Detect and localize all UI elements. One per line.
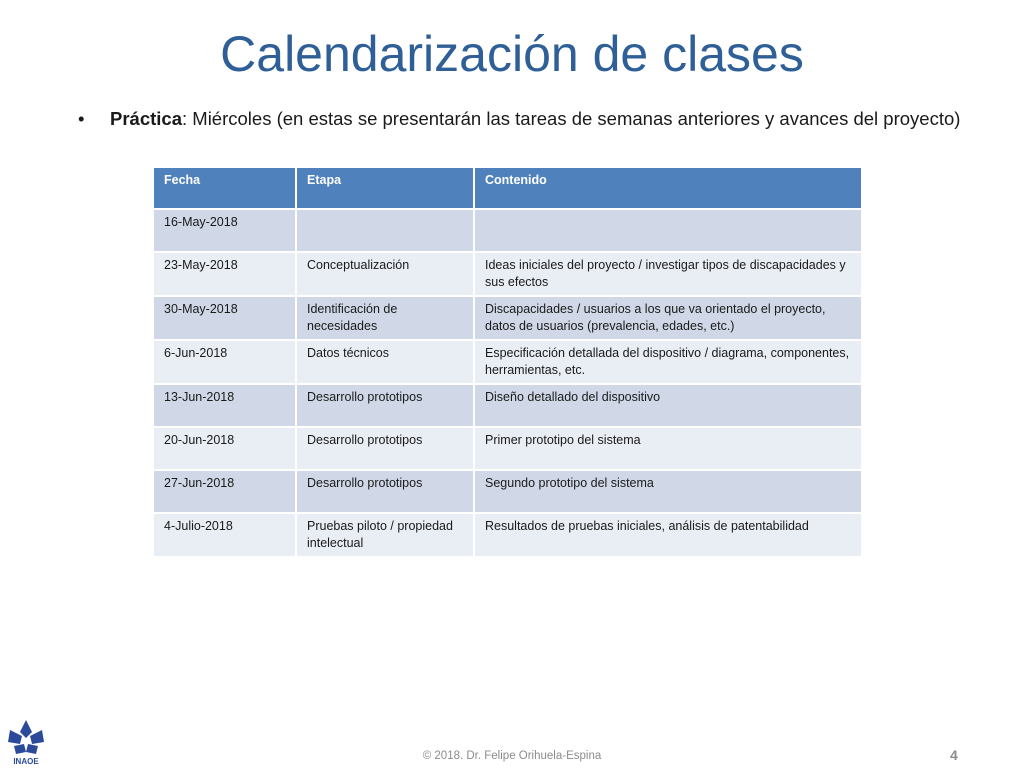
cell-contenido: Primer prototipo del sistema [474, 427, 862, 470]
cell-fecha: 6-Jun-2018 [153, 340, 296, 384]
cell-etapa: Desarrollo prototipos [296, 470, 474, 513]
bullet-body: : Miércoles (en estas se presentarán las tareas de semanas anteriores y avances del proyecto) [182, 108, 961, 129]
cell-contenido: Resultados de pruebas iniciales, análisis de patentabilidad [474, 513, 862, 557]
table-row [153, 252, 862, 296]
cell-etapa: Datos técnicos [296, 340, 474, 384]
table-row [153, 470, 862, 513]
table-row [153, 513, 862, 557]
header-fecha: Fecha [153, 167, 296, 209]
cell-fecha: 20-Jun-2018 [153, 427, 296, 470]
footer-copyright: © 2018. Dr. Felipe Orihuela-Espina [422, 750, 602, 762]
bullet-label: Práctica [110, 108, 182, 129]
cell-contenido: Especificación detallada del dispositivo / diagrama, componentes, herramientas, etc. [474, 340, 862, 384]
table-row [153, 340, 862, 384]
cell-fecha: 23-May-2018 [153, 252, 296, 296]
cell-contenido: Discapacidades / usuarios a los que va orientado el proyecto, datos de usuarios (prevalencia, edades, etc.) [474, 296, 862, 340]
cell-fecha: 27-Jun-2018 [153, 470, 296, 513]
cell-fecha: 4-Julio-2018 [153, 513, 296, 557]
cell-etapa: Conceptualización [296, 252, 474, 296]
cell-contenido: Diseño detallado del dispositivo [474, 384, 862, 427]
cell-fecha: 13-Jun-2018 [153, 384, 296, 427]
cell-etapa [296, 209, 474, 252]
cell-fecha: 16-May-2018 [153, 209, 296, 252]
table-row [153, 296, 862, 340]
bullet-symbol: • [78, 108, 85, 129]
cell-etapa: Pruebas piloto / propiedad intelectual [296, 513, 474, 557]
header-etapa: Etapa [296, 167, 474, 209]
cell-etapa: Identificación de necesidades [296, 296, 474, 340]
table-row [153, 384, 862, 427]
cell-etapa: Desarrollo prototipos [296, 384, 474, 427]
cell-contenido [474, 209, 862, 252]
table-row [153, 209, 862, 252]
cell-contenido: Ideas iniciales del proyecto / investigar tipos de discapacidades y sus efectos [474, 252, 862, 296]
table-row [153, 427, 862, 470]
header-contenido: Contenido [474, 167, 862, 209]
table-header-row [153, 167, 862, 209]
cell-fecha: 30-May-2018 [153, 296, 296, 340]
cell-etapa: Desarrollo prototipos [296, 427, 474, 470]
logo-text: INAOE [13, 757, 39, 766]
cell-contenido: Segundo prototipo del sistema [474, 470, 862, 513]
schedule-table [152, 166, 863, 558]
bullet-text [110, 106, 960, 132]
page-number: 4 [950, 747, 958, 763]
slide-title: Calendarización de clases [220, 26, 804, 82]
